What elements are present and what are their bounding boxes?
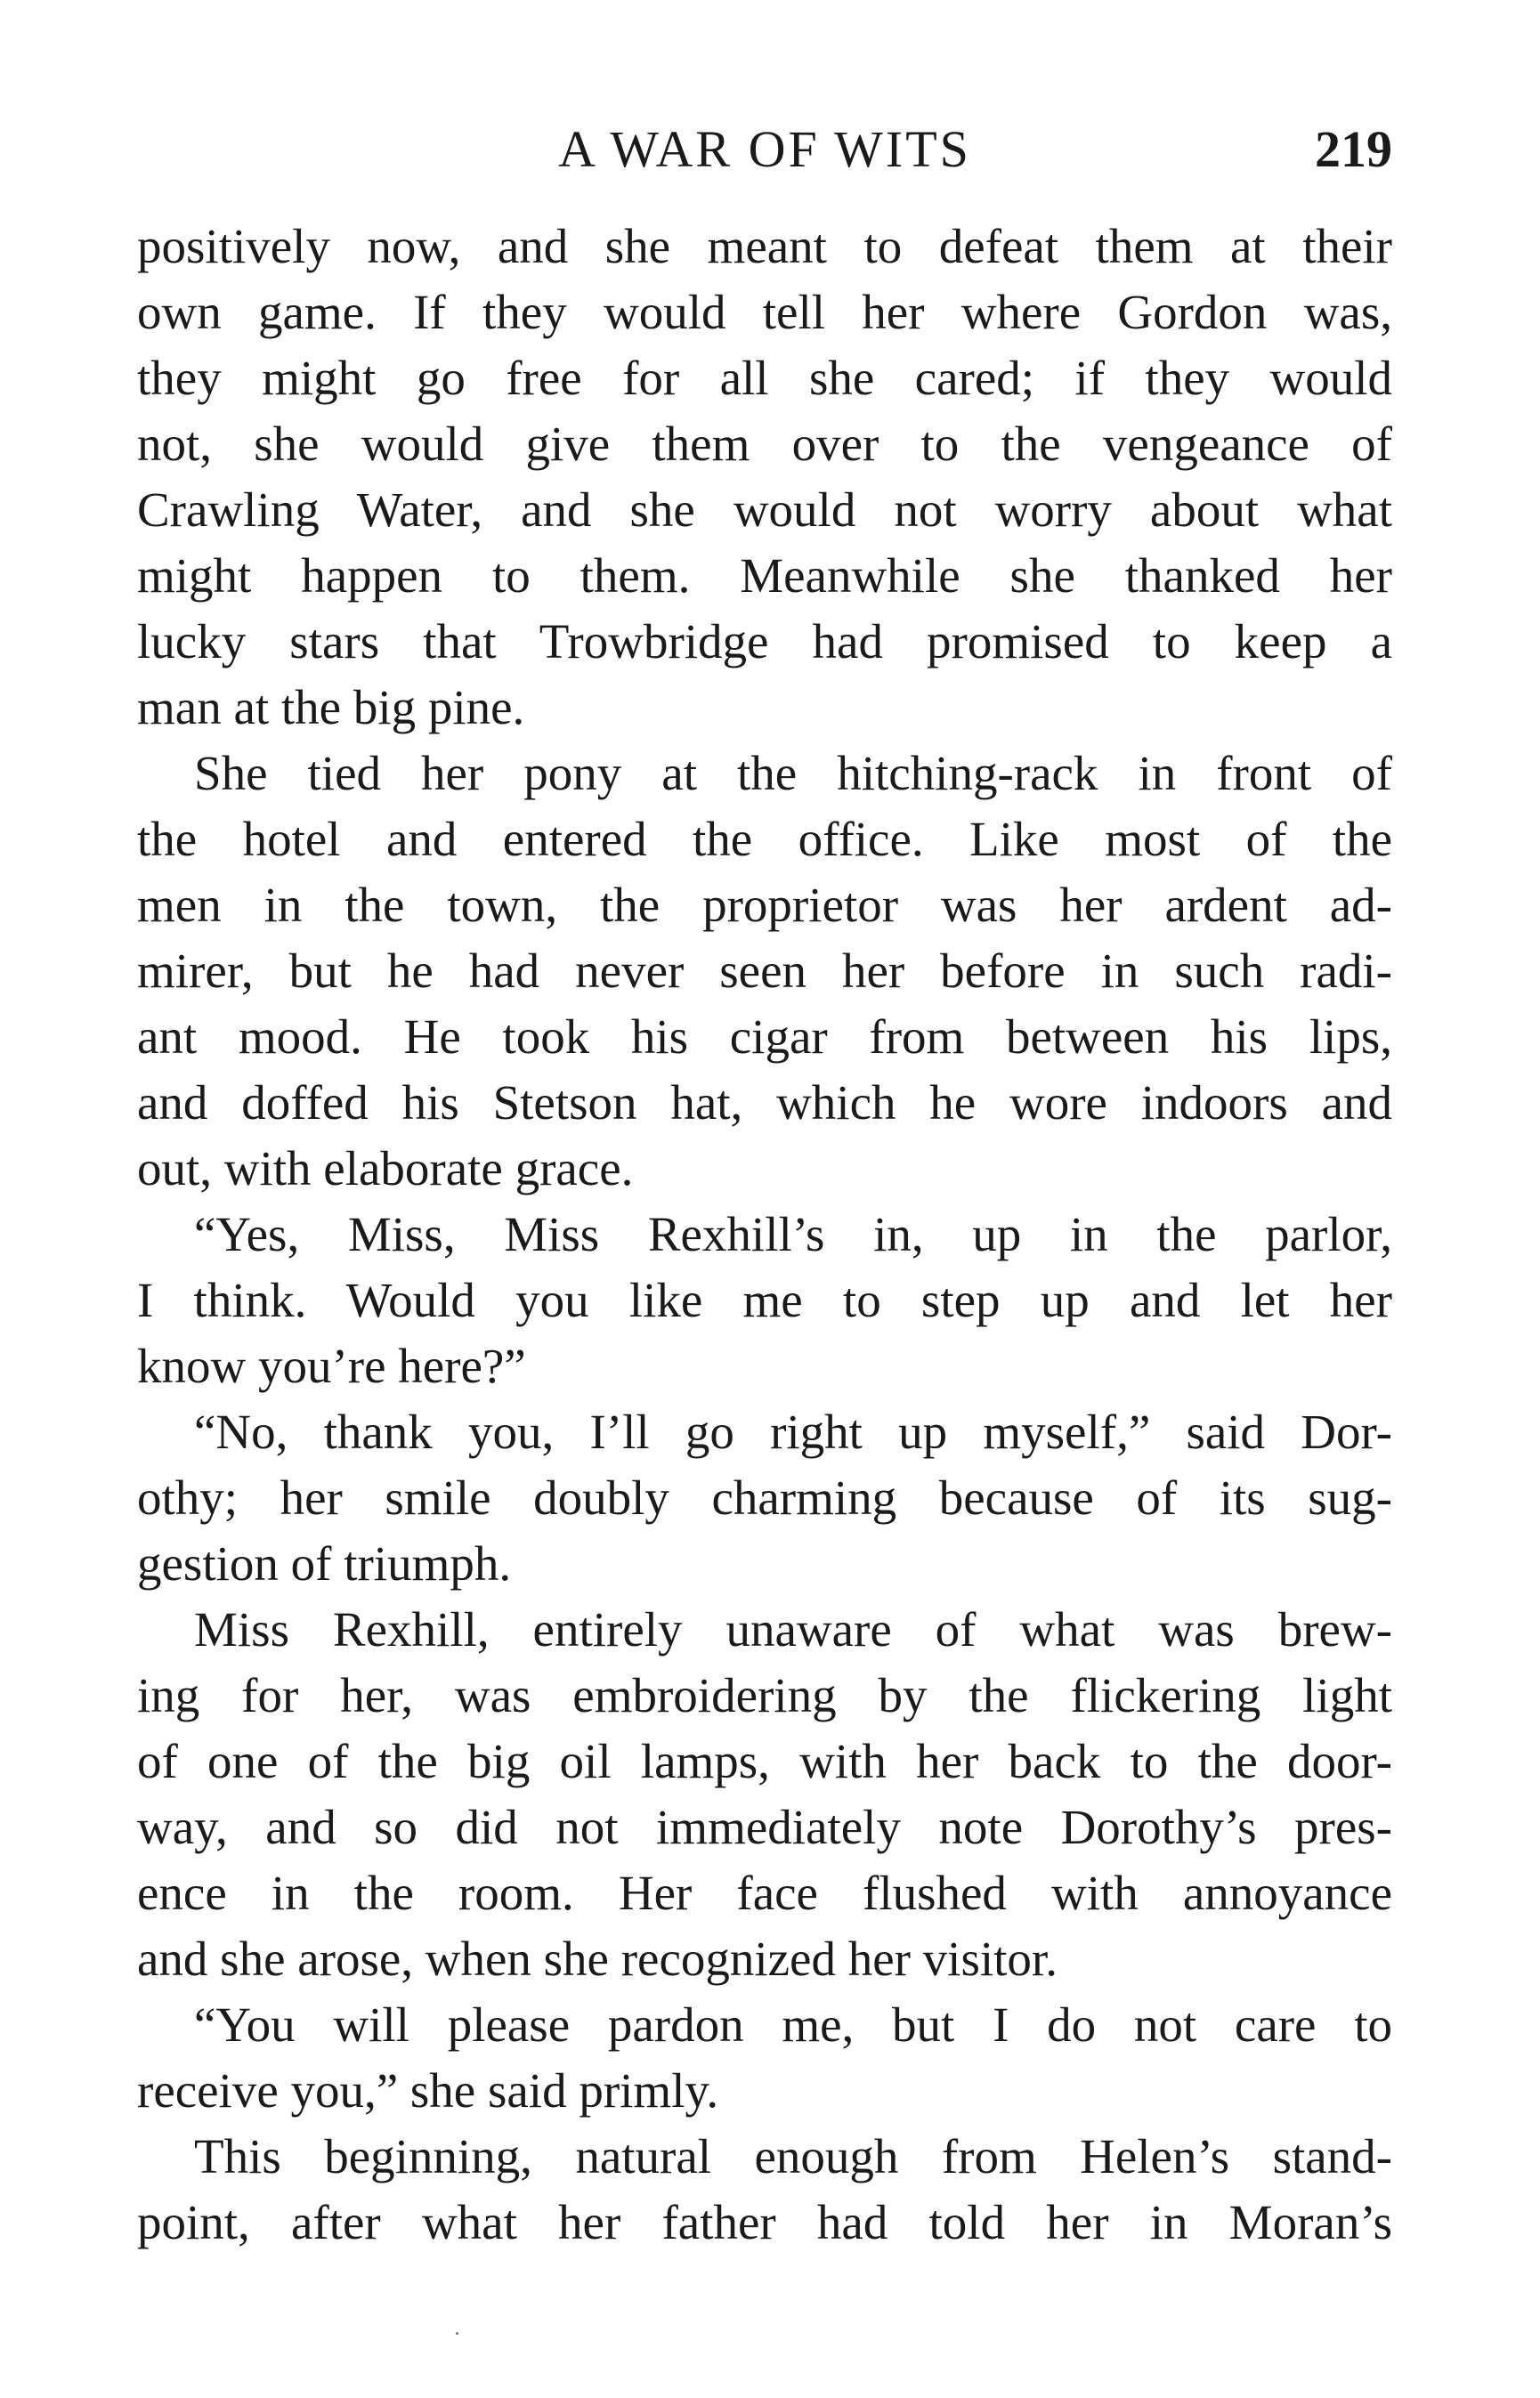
text-line: man at the big pine. [137, 680, 525, 734]
text-line: This beginning, natural enough from Helen’s stand- [194, 2129, 1392, 2183]
text-line: lucky stars that Trowbridge had promised to keep a [137, 614, 1392, 668]
text-line: ing for her, was embroidering by the flickering light [137, 1668, 1392, 1722]
text-line: She tied her pony at the hitching-rack in front of [194, 746, 1392, 800]
text-line: ant mood. He took his cigar from between his lips, [137, 1009, 1392, 1064]
text-line: way, and so did not immediately note Dorothy’s pres- [137, 1800, 1392, 1854]
text-line: Miss Rexhill, entirely unaware of what was brew- [194, 1602, 1392, 1657]
page-number: 219 [1315, 120, 1392, 178]
text-line: gestion of triumph. [137, 1536, 512, 1591]
running-title: A WAR OF WITS [558, 120, 971, 178]
text-line: ence in the room. Her face flushed with annoyance [137, 1866, 1392, 1920]
text-line: I think. Would you like me to step up and let her [137, 1273, 1392, 1327]
print-speck [456, 2332, 458, 2335]
text-line: not, she would give them over to the vengeance of [137, 417, 1392, 471]
text-line: mirer, but he had never seen her before in such radi- [137, 944, 1392, 998]
text-line: they might go free for all she cared; if they would [137, 351, 1392, 405]
text-line: the hotel and entered the office. Like most of the [137, 812, 1392, 866]
text-line: positively now, and she meant to defeat them at their [137, 219, 1392, 273]
text-line: men in the town, the proprietor was her ardent ad- [137, 878, 1392, 932]
text-line: and she arose, when she recognized her visitor. [137, 1932, 1058, 1986]
running-head [137, 114, 1392, 185]
text-line: of one of the big oil lamps, with her back to the door- [137, 1734, 1392, 1788]
text-line: might happen to them. Meanwhile she thanked her [137, 548, 1392, 603]
text-line: othy; her smile doubly charming because of its sug- [137, 1470, 1392, 1525]
text-line: and doffed his Stetson hat, which he wore indoors and [137, 1075, 1392, 1130]
text-line: own game. If they would tell her where Gordon was, [137, 285, 1392, 339]
text-line: out, with elaborate grace. [137, 1141, 634, 1195]
text-line: “You will please pardon me, but I do not care to [194, 1997, 1392, 2052]
text-line: “Yes, Miss, Miss Rexhill’s in, up in the parlor, [194, 1207, 1392, 1261]
text-line: receive you,” she said primly. [137, 2063, 719, 2118]
text-line: know you’re here?” [137, 1339, 526, 1393]
body-text [137, 214, 1392, 2256]
text-line: Crawling Water, and she would not worry about what [137, 482, 1392, 537]
text-line: “No, thank you, I’ll go right up myself,” said Dor- [194, 1405, 1392, 1459]
text-line: point, after what her father had told her in Moran’s [137, 2195, 1392, 2249]
